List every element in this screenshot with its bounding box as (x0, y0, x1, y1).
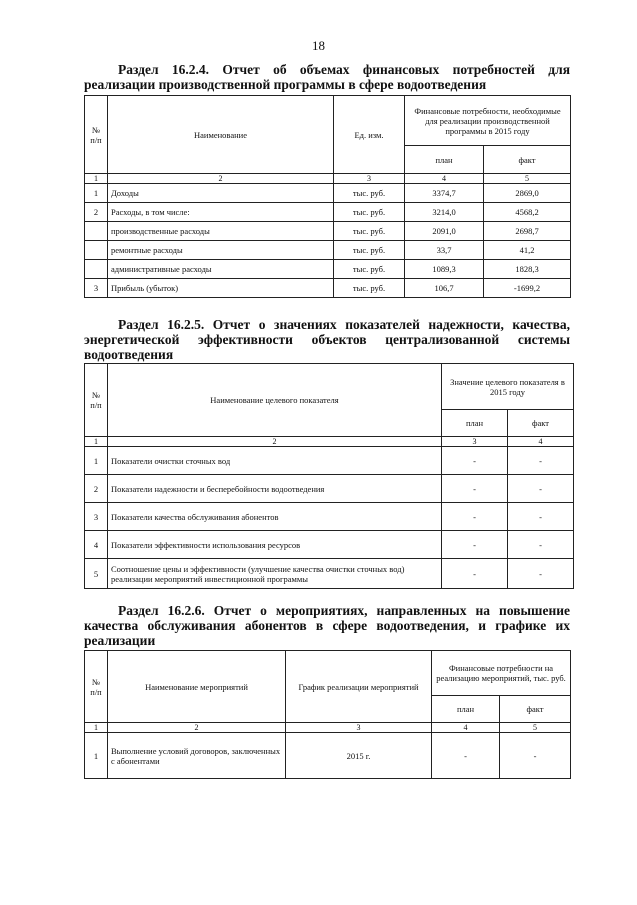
col-number: 4 (508, 437, 574, 447)
header-unit: Ед. изм. (334, 96, 405, 174)
header-plan: план (432, 696, 500, 723)
col-number: 5 (500, 723, 571, 733)
column-numbers-row (85, 437, 574, 447)
section3-title-text: Раздел 16.2.6. Отчет о мероприятиях, направленных на повышение качества обслуживания абонентов в сфере водоотведения, и графике их реализации (84, 603, 570, 648)
section2-title (84, 317, 570, 362)
row-num: 1 (85, 447, 108, 475)
section1-title-text: Раздел 16.2.4. Отчет об объемах финансовых потребностей для реализации производственной программы в сфере водоотведения (84, 62, 570, 92)
row-num: 2 (85, 475, 108, 503)
row-name: Прибыль (убыток) (108, 279, 334, 298)
col-number: 1 (85, 174, 108, 184)
section3-table (84, 650, 571, 779)
row-unit: тыс. руб. (334, 222, 405, 241)
table-row (85, 260, 571, 279)
header-name: Наименование мероприятий (108, 651, 286, 723)
col-number: 4 (432, 723, 500, 733)
header-plan: план (442, 410, 508, 437)
row-plan: - (442, 447, 508, 475)
col-number: 1 (85, 723, 108, 733)
row-plan: - (442, 531, 508, 559)
table-row (85, 559, 574, 589)
row-name: Показатели эффективности использования ресурсов (108, 531, 442, 559)
row-num: 1 (85, 733, 108, 779)
column-numbers-row (85, 723, 571, 733)
header-schedule: График реализации мероприятий (286, 651, 432, 723)
row-num: 3 (85, 279, 108, 298)
row-name: административные расходы (108, 260, 334, 279)
row-unit: тыс. руб. (334, 184, 405, 203)
row-fact: - (508, 475, 574, 503)
row-unit: тыс. руб. (334, 203, 405, 222)
col-number: 5 (484, 174, 571, 184)
row-fact: - (508, 531, 574, 559)
row-name: Соотношение цены и эффективности (улучшение качества очистки сточных вод) реализации мероприятий инвестиционной программы (108, 559, 442, 589)
row-fact: - (500, 733, 571, 779)
header-name: Наименование (108, 96, 334, 174)
section2-table (84, 363, 574, 589)
header-value: Значение целевого показателя в 2015 году (442, 364, 574, 410)
row-fact: 2869,0 (484, 184, 571, 203)
column-numbers-row (85, 174, 571, 184)
row-name: Показатели надежности и бесперебойности водоотведения (108, 475, 442, 503)
row-plan: 2091,0 (405, 222, 484, 241)
row-name: Доходы (108, 184, 334, 203)
row-num: 1 (85, 184, 108, 203)
section1-table (84, 95, 571, 298)
row-num (85, 241, 108, 260)
row-fact: 1828,3 (484, 260, 571, 279)
row-unit: тыс. руб. (334, 241, 405, 260)
row-plan: 33,7 (405, 241, 484, 260)
table-row (85, 475, 574, 503)
table-row (85, 279, 571, 298)
row-fact: - (508, 503, 574, 531)
row-fact: -1699,2 (484, 279, 571, 298)
header-fact: факт (500, 696, 571, 723)
header-num: № п/п (85, 651, 108, 723)
row-fact: 2698,7 (484, 222, 571, 241)
header-fact: факт (508, 410, 574, 437)
header-needs: Финансовые потребности на реализацию мероприятий, тыс. руб. (432, 651, 571, 696)
row-unit: тыс. руб. (334, 260, 405, 279)
header-num: № п/п (85, 96, 108, 174)
row-plan: - (442, 503, 508, 531)
row-num: 3 (85, 503, 108, 531)
row-num: 2 (85, 203, 108, 222)
row-name: производственные расходы (108, 222, 334, 241)
table-row (85, 241, 571, 260)
row-name: Показатели очистки сточных вод (108, 447, 442, 475)
col-number: 2 (108, 723, 286, 733)
table-row (85, 203, 571, 222)
row-fact: 4568,2 (484, 203, 571, 222)
row-fact: - (508, 559, 574, 589)
row-plan: - (442, 475, 508, 503)
col-number: 3 (334, 174, 405, 184)
header-name: Наименование целевого показателя (108, 364, 442, 437)
row-name: Показатели качества обслуживания абонентов (108, 503, 442, 531)
header-num: № п/п (85, 364, 108, 437)
col-number: 3 (442, 437, 508, 447)
row-plan: - (432, 733, 500, 779)
row-plan: 106,7 (405, 279, 484, 298)
col-number: 1 (85, 437, 108, 447)
header-needs: Финансовые потребности, необходимые для реализации производственной программы в 2015 году (405, 96, 571, 146)
page-number: 18 (312, 38, 325, 53)
table-row (85, 733, 571, 779)
row-num (85, 260, 108, 279)
col-number: 2 (108, 174, 334, 184)
col-number: 2 (108, 437, 442, 447)
row-num: 4 (85, 531, 108, 559)
row-num: 5 (85, 559, 108, 589)
header-fact: факт (484, 146, 571, 174)
section3-title (84, 603, 570, 648)
row-fact: 41,2 (484, 241, 571, 260)
row-name: ремонтные расходы (108, 241, 334, 260)
header-plan: план (405, 146, 484, 174)
row-fact: - (508, 447, 574, 475)
row-plan: - (442, 559, 508, 589)
table-row (85, 447, 574, 475)
row-num (85, 222, 108, 241)
row-name: Выполнение условий договоров, заключенных с абонентами (108, 733, 286, 779)
table-row (85, 503, 574, 531)
section1-title (84, 62, 570, 92)
col-number: 3 (286, 723, 432, 733)
table-row (85, 184, 571, 203)
section2-title-text: Раздел 16.2.5. Отчет о значениях показателей надежности, качества, энергетической эффективности объектов централизованной системы водоотведения (84, 317, 570, 362)
row-plan: 3214,0 (405, 203, 484, 222)
table-row (85, 531, 574, 559)
row-plan: 1089,3 (405, 260, 484, 279)
table-row (85, 222, 571, 241)
row-plan: 3374,7 (405, 184, 484, 203)
row-name: Расходы, в том числе: (108, 203, 334, 222)
row-unit: тыс. руб. (334, 279, 405, 298)
row-schedule: 2015 г. (286, 733, 432, 779)
col-number: 4 (405, 174, 484, 184)
